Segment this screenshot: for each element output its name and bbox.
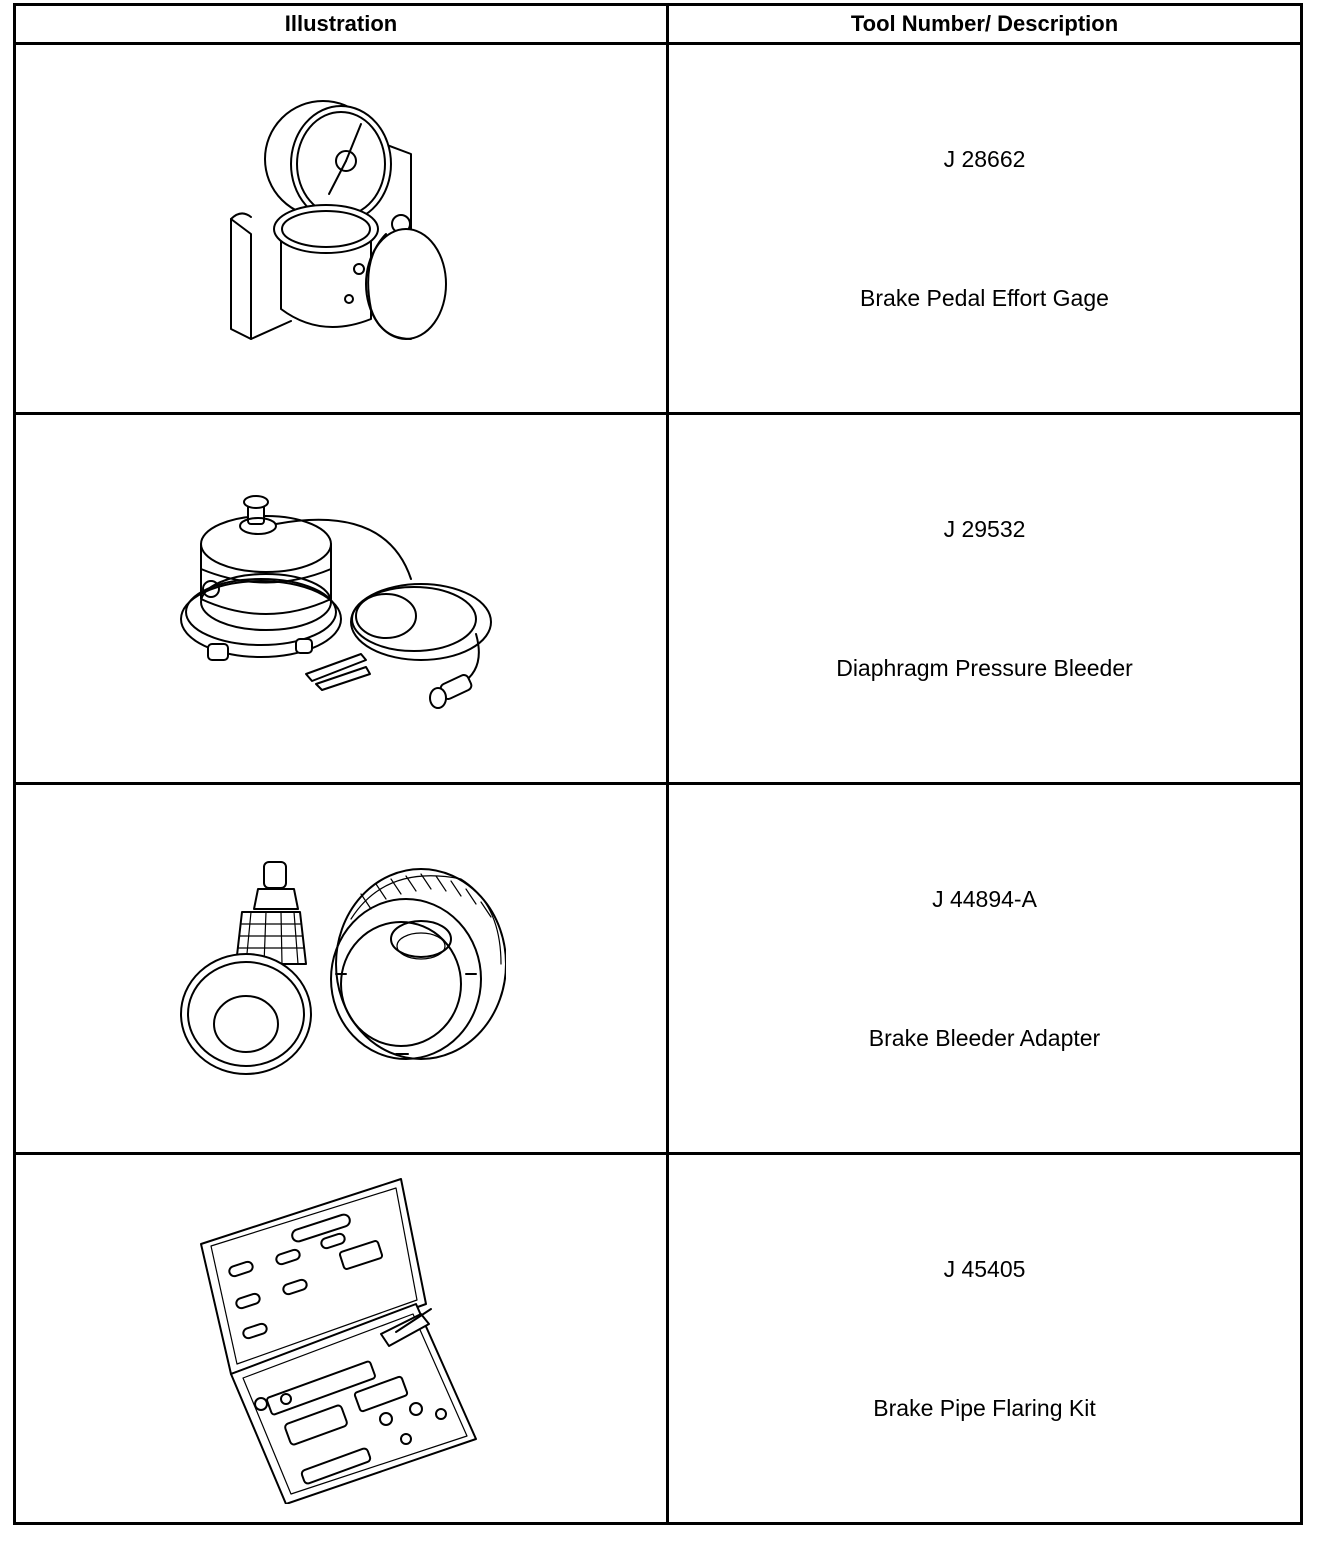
illustration-cell (15, 1154, 668, 1524)
tool-number: J 28662 (943, 145, 1026, 172)
tool-number: J 44894-A (932, 885, 1037, 912)
brake-bleeder-adapter-illustration (176, 854, 506, 1084)
tool-description: Brake Bleeder Adapter (868, 1024, 1101, 1051)
table-row (15, 784, 1302, 1154)
table-row (15, 414, 1302, 784)
illustration-cell (15, 784, 668, 1154)
tool-description-cell (668, 784, 1302, 1154)
diaphragm-pressure-bleeder-illustration (176, 484, 506, 714)
tool-description-cell (668, 44, 1302, 414)
header-tool-number-description: Tool Number/ Description (668, 5, 1302, 44)
tool-number: J 29532 (943, 515, 1026, 542)
table-row (15, 1154, 1302, 1524)
tool-description: Brake Pipe Flaring Kit (873, 1394, 1096, 1421)
table-header-row (15, 5, 1302, 44)
tool-description: Brake Pedal Effort Gage (860, 284, 1109, 311)
tool-description: Diaphragm Pressure Bleeder (836, 654, 1133, 681)
tool-description-cell (668, 414, 1302, 784)
illustration-cell (15, 414, 668, 784)
tool-description-cell (668, 1154, 1302, 1524)
header-illustration: Illustration (15, 5, 668, 44)
tool-number: J 45405 (943, 1255, 1026, 1282)
brake-pipe-flaring-kit-illustration (191, 1174, 491, 1504)
table-row (15, 44, 1302, 414)
illustration-cell (15, 44, 668, 414)
brake-pedal-effort-gage-illustration (211, 99, 471, 359)
special-tools-table (13, 3, 1303, 1525)
